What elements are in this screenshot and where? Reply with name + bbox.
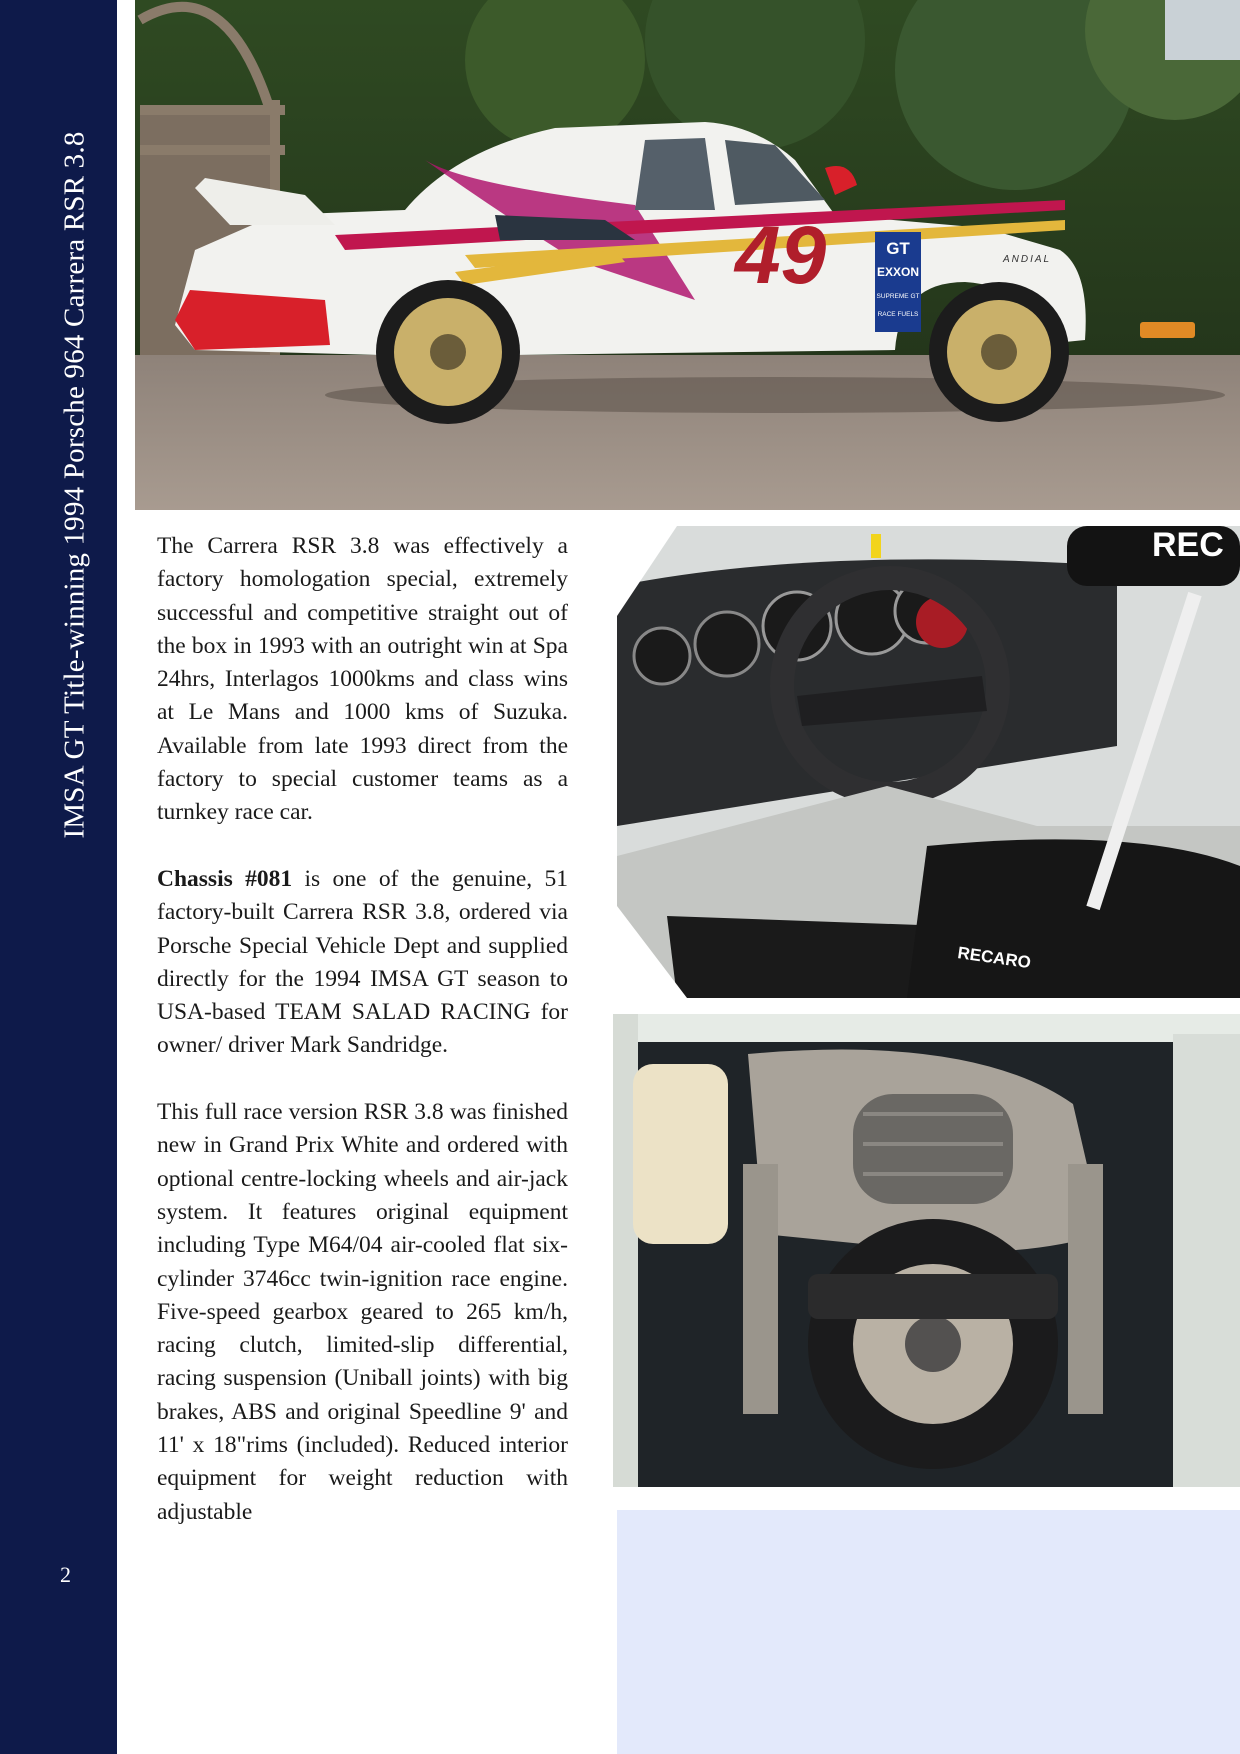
car-number: 49 <box>735 210 827 301</box>
sidebar <box>0 0 117 1754</box>
article-body <box>157 530 568 1562</box>
info-panel <box>617 1510 1240 1754</box>
paragraph-intro: The Carrera RSR 3.8 was effectively a factory homologation special, extremely successful and competitive straight out of the box in 1993 with an outright win at Spa 24hrs, Interlagos 1000kms and class wins at Le Mans and 1000 kms of Suzuka. Available from late 1993 direct from the factory to special customer teams as a turnkey race car. <box>157 533 568 826</box>
chassis-text: is one of the genuine, 51 factory-built Carrera RSR 3.8, ordered via Porsche Special Vehicle Dept and supplied directly for the 1994 IMSA GT season to USA-based TEAM SALAD RACING for owner/ driver Mark Sandridge. <box>157 865 568 1059</box>
rear-wheel <box>376 280 520 424</box>
sidebar-title: IMSA GT Title-winning 1994 Porsche 964 Carrera RSR 3.8 <box>58 131 91 839</box>
decal-exxon: EXXON <box>876 265 920 279</box>
harness-text: REC <box>1152 526 1224 564</box>
paragraph-chassis <box>157 863 568 1063</box>
hero-car-photo <box>135 0 1240 510</box>
front-wheel <box>929 282 1069 422</box>
decal-supreme-gt: SUPREME GT <box>876 293 920 300</box>
chassis-label: Chassis #081 <box>157 865 293 892</box>
decal-side-script: ANDIAL <box>1003 254 1052 265</box>
decal-race-fuels: RACE FUELS <box>877 311 919 318</box>
decal-gt: GT <box>886 239 910 258</box>
seat-brand: RECARO <box>956 943 1033 973</box>
paragraph-specification: This full race version RSR 3.8 was finished new in Grand Prix White and ordered with optional centre-locking wheels and air-jack system. It features original equipment including Type M64/04 air-cooled flat six-cylinder 3746cc twin-ignition race engine. Five-speed gearbox geared to 265 km/h, racing clutch, limited-slip differential, racing suspension (Uniball joints) with big brakes, ABS and original Speedline 9' and 11' x 18"rims (included). Reduced interior equipment for weight reduction with adjustable <box>157 1099 568 1525</box>
page-number: 2 <box>60 1562 71 1587</box>
interior-dashboard-photo <box>617 526 1240 998</box>
engine-bay-photo <box>613 1014 1240 1487</box>
